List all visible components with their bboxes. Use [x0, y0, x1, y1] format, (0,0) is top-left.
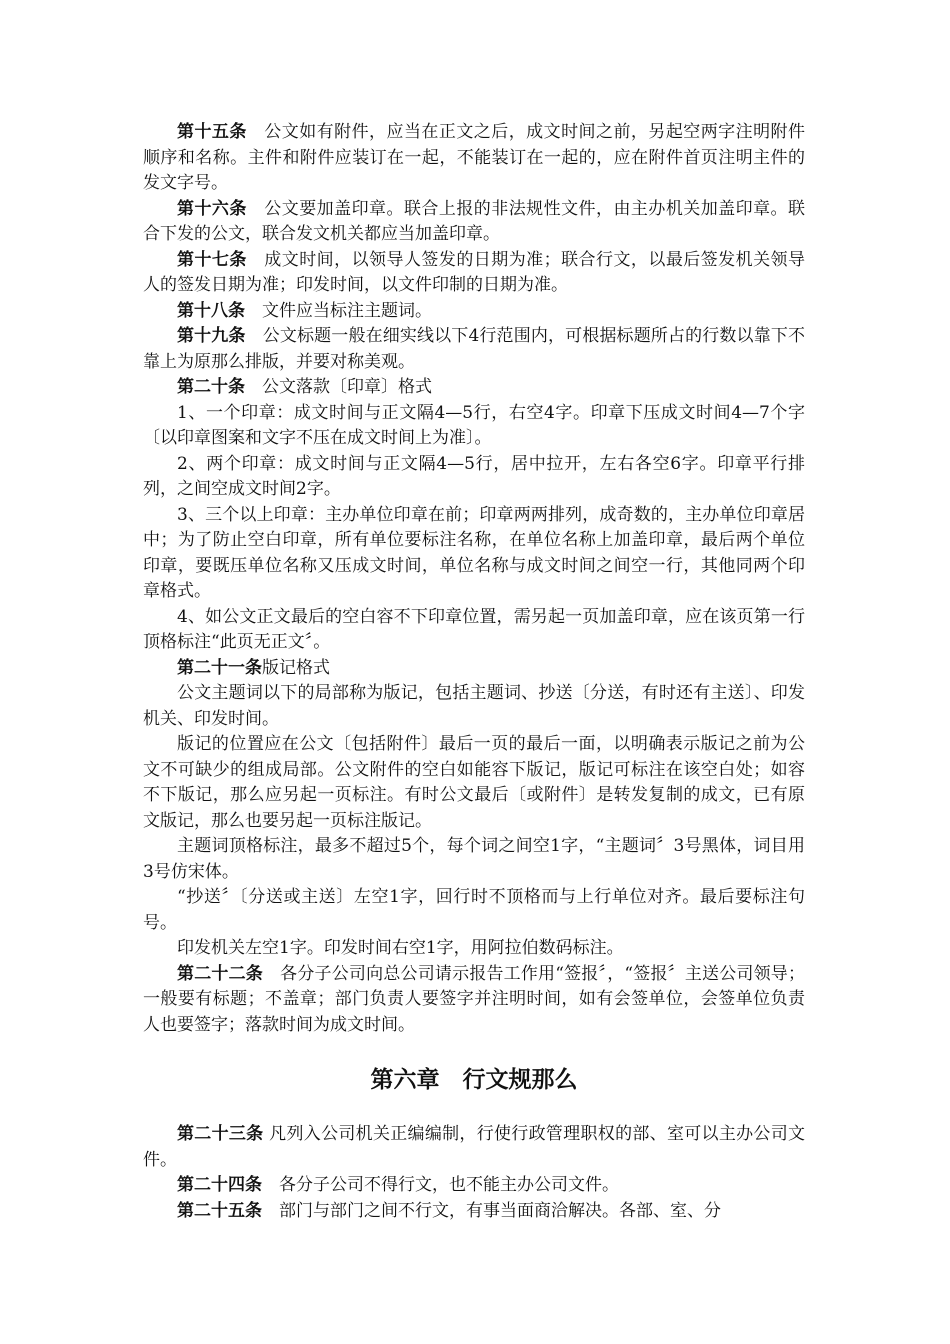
article-paragraph	[143, 503, 805, 605]
article-text: 公文标题一般在细实线以下4行范围内，可根据标题所占的行数以靠下不靠上为原那么排版，并要对称美观。	[143, 326, 805, 372]
article-text: 版记格式	[262, 657, 330, 678]
article-number: 第十五条	[177, 122, 247, 142]
article-text: 凡列入公司机关正编编制，行使行政管理职权的部、室可以主办公司文件。	[143, 1124, 806, 1170]
article-number: 第二十四条	[177, 1175, 262, 1195]
article-text: 公文如有附件，应当在正文之后，成文时间之前，另起空两字注明附件顺序和名称。主件和附件应装订在一起，不能装订在一起的，应在附件首页注明主件的发文字号。	[143, 122, 806, 193]
articles-section-bottom	[143, 1122, 805, 1224]
articles-section-top	[143, 120, 805, 1038]
article-text: 印发机关左空1字。印发时间右空1字，用阿拉伯数码标注。	[177, 938, 624, 958]
article-paragraph	[143, 885, 805, 936]
article-text: 主题词顶格标注，最多不超过5个，每个词之间空1字，“主题词〞3号黑体，词目用3号仿宋体。	[143, 836, 805, 882]
article-paragraph	[143, 732, 805, 834]
article-paragraph	[143, 936, 805, 962]
document-page	[143, 120, 805, 1224]
article-number: 第二十五条	[177, 1200, 262, 1221]
article-paragraph	[143, 1199, 805, 1225]
article-text: 成文时间，以领导人签发的日期为准；联合行文，以最后签发机关领导人的签发日期为准；印发时间，以文件印制的日期为准。	[143, 249, 806, 295]
article-paragraph	[143, 299, 805, 325]
article-paragraph	[143, 1173, 805, 1199]
article-number: 第十六条	[177, 198, 247, 219]
article-text: 部门与部门之间不行文，有事当面商洽解决。各部、室、分	[262, 1200, 721, 1221]
article-text: 公文要加盖印章。联合上报的非法规性文件，由主办机关加盖印章。联合下发的公文，联合发文机关都应当加盖印章。	[143, 198, 806, 244]
article-text: 版记的位置应在公文〔包括附件〕最后一页的最后一面，以明确表示版记之前为公文不可缺少的组成局部。公文附件的空白如能容下版记，版记可标注在该空白处；如容不下版记，那么应另起一页标注。有时公文最后〔或附件〕是转发复制的成文，已有原文版记，那么也要另起一页标注版记。	[143, 734, 805, 831]
article-text: 各分子公司不得行文，也不能主办公司文件。	[262, 1175, 619, 1195]
article-text: 公文落款〔印章〕格式	[245, 377, 432, 397]
article-paragraph	[143, 401, 805, 452]
article-text: 4、如公文正文最后的空白容不下印章位置，需另起一页加盖印章，应在该页第一行顶格标注“此页无正文〞。	[143, 606, 805, 652]
article-text: 公文主题词以下的局部称为版记，包括主题词、抄送〔分送，有时还有主送〕、印发机关、印发时间。	[143, 683, 805, 729]
article-text: 1、一个印章：成文时间与正文隔4—5行，右空4字。印章下压成文时间4—7个字〔以印章图案和文字不压在成文时间上为准〕。	[143, 402, 805, 448]
article-number: 第二十一条	[177, 657, 262, 678]
article-text: 各分子公司向总公司请示报告工作用“签报〞，“签报〞主送公司领导；一般要有标题；不盖章；部门负责人要签字并注明时间，如有会签单位，会签单位负责人也要签字；落款时间为成文时间。	[143, 963, 805, 1035]
article-text: “抄送〞〔分送或主送〕左空1字，回行时不顶格而与上行单位对齐。最后要标注句号。	[143, 887, 805, 933]
article-paragraph	[143, 962, 805, 1039]
article-paragraph	[143, 324, 805, 375]
article-number: 第十七条	[177, 249, 247, 270]
article-paragraph	[143, 681, 805, 732]
article-paragraph	[143, 834, 805, 885]
article-number: 第二十二条	[177, 963, 263, 984]
article-paragraph	[143, 248, 805, 299]
article-number: 第十九条	[177, 326, 246, 346]
article-text: 文件应当标注主题词。	[245, 300, 432, 321]
article-text: 3、三个以上印章：主办单位印章在前；印章两两排列，成奇数的，主办单位印章居中；为了防止空白印章，所有单位要标注名称，在单位名称上加盖印章，最后两个单位印章，要既压单位名称又压成文时间，单位名称与成文时间之间空一行，其他同两个印章格式。	[143, 504, 805, 601]
article-text: 2、两个印章：成文时间与正文隔4—5行，居中拉开，左右各空6字。印章平行排列，之间空成文时间2字。	[143, 453, 805, 499]
article-paragraph	[143, 120, 805, 197]
article-paragraph	[143, 1122, 805, 1173]
article-number: 第十八条	[177, 300, 245, 321]
article-number: 第二十条	[177, 377, 245, 397]
article-number: 第二十三条	[177, 1124, 264, 1144]
chapter-title: 第六章 行文规那么	[370, 1067, 578, 1093]
article-paragraph	[143, 656, 805, 682]
article-paragraph	[143, 375, 805, 401]
article-paragraph	[143, 197, 805, 248]
article-paragraph	[143, 605, 805, 656]
article-paragraph	[143, 452, 805, 503]
